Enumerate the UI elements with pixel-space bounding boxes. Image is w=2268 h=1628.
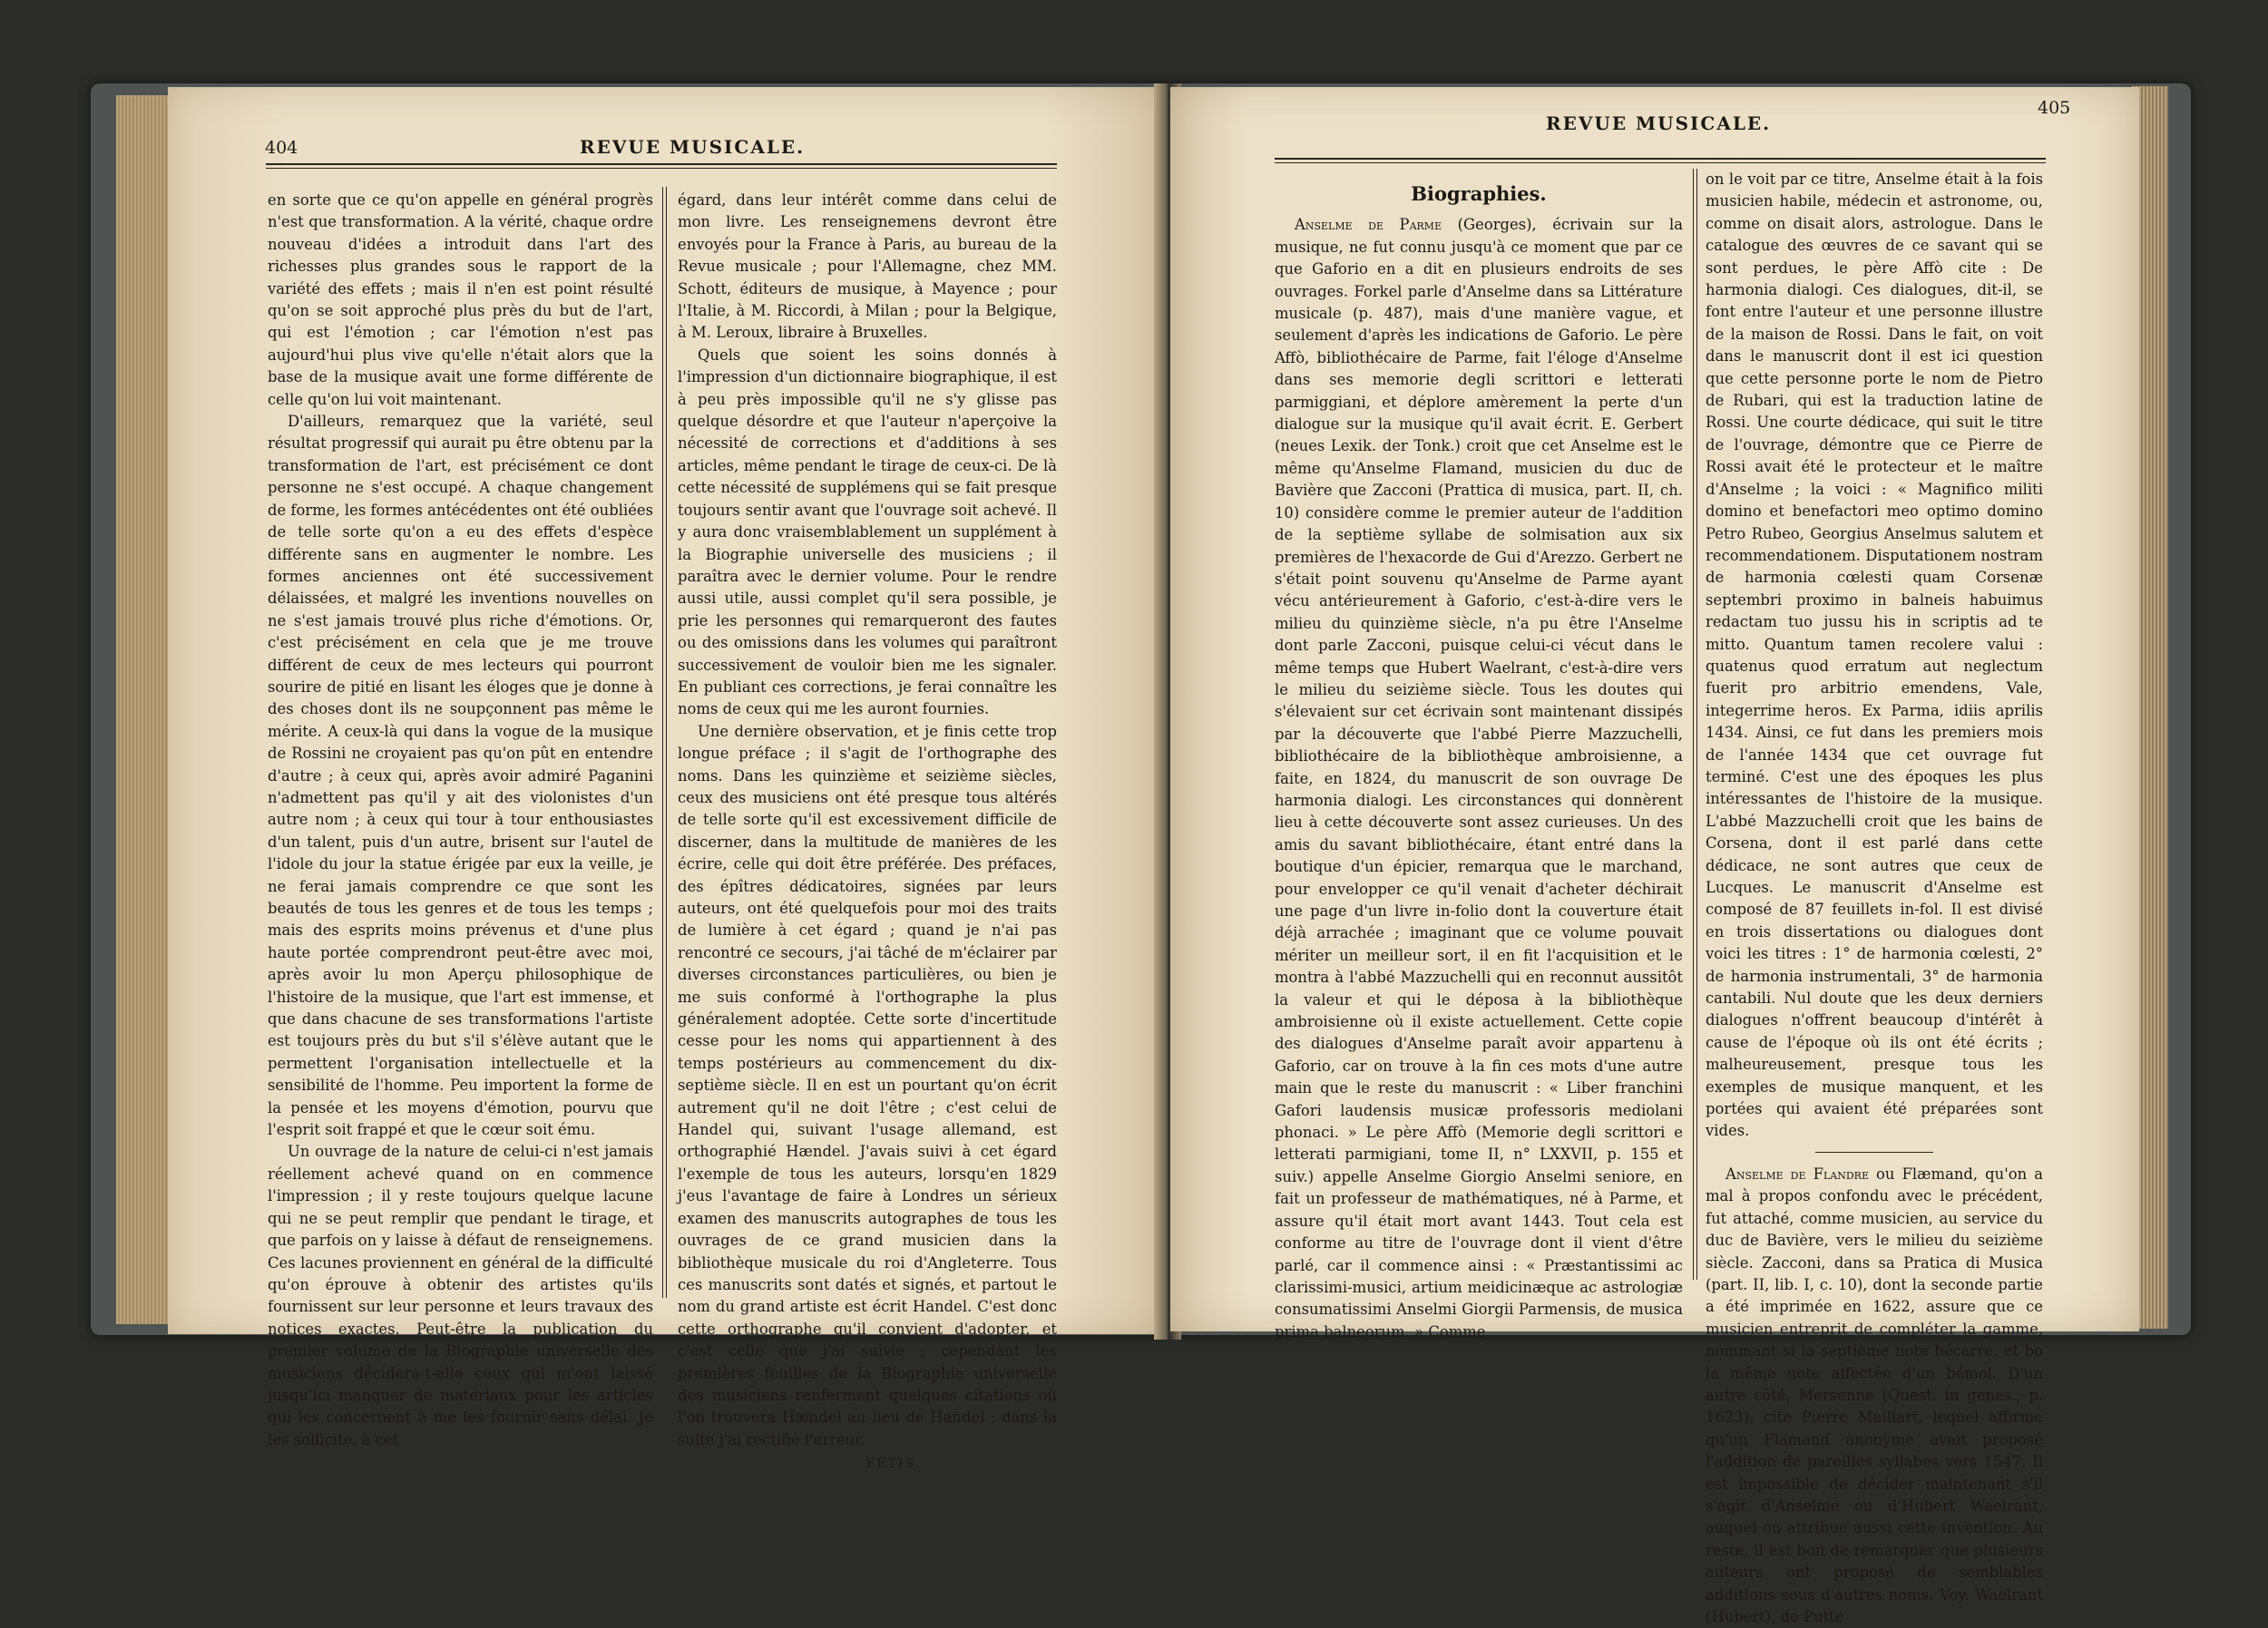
right-column-2: [1706, 169, 2043, 1628]
left-page-number: 404: [265, 138, 298, 158]
left-page: [168, 87, 1166, 1472]
left-column-divider: [662, 187, 667, 1298]
section-title: Biographies.: [1411, 182, 1547, 205]
right-page: [1170, 87, 2139, 1625]
paragraph: Un ouvrage de la nature de celui-ci n'est jamais réellement achevé quand on en commence l'impression ; il y reste toujours quelque lacune qui ne se peut remplir que pendant le tirage, et que parfois on y laisse à défaut de renseignemens. Ces lacunes proviennent en général de la difficulté qu'on éprouve à obtenir des artistes qu'ils fournissent sur leur personne et leurs travaux des notices exactes. Peut-être la publication du premier volume de la Biographie universelle des musiciens décidera-t-elle ceux qui m'ont laissé jusqu'ici manquer de matériaux pour les articles qui les concernent à me les fournir sans délai. Je les sollicite, à cet: [268, 1143, 653, 1448]
right-column-divider: [1693, 169, 1697, 1280]
entry-name: Anselme de Flandre: [1725, 1165, 1869, 1183]
paragraph: D'ailleurs, remarquez que la variété, seul résultat progressif qui aurait pu être obtenu par la transformation de l'art, est précisément ce dont personne ne s'est occupé. A chaque changement de forme, les formes antécédentes ont été oubliées de telle sorte qu'on a eu des effets d'espèce différente sans en augmenter le nombre. Les formes anciennes ont été successivement délaissées, et malgré les inventions nouvelles on ne s'est jamais trouvé plus riche d'émotions. Or, c'est précisément en cela que je me trouve différent de ceux de mes lecteurs qui pourront sourire de pitié en lisant les éloges que je donne à des choses dont ils ne soupçonnent pas même le mérite. A ceux-là qui dans la vogue de la musique de Rossini ne croyaient pas qu'on pût en entendre d'autre ; à ceux qui, après avoir admiré Paganini n'admettent pas qu'il y ait des violonistes d'un autre nom ; à ceux qui tour à tour enthousiastes d'un talent, puis d'un autre, brisent sur l'autel de l'idole du jour la statue érigée par eux la veille, je ne ferai jamais comprendre ce que sont les beautés de tous les genres et de tous les temps ; mais des esprits moins prévenus et d'une plus haute portée comprendront peut-être avec moi, après avoir lu mon Aperçu philosophique de l'histoire de la musique, que l'art est immense, et que dans chacune de ses transformations l'artiste est toujours près du but s'il s'élève autant que le permettent l'organisation intellectuelle et la sensibilité de l'homme. Peu importent la forme de la pensée et les moyens d'émotion, pourvu que l'esprit soit frappé et que le cœur soit ému.: [268, 413, 653, 1139]
left-column-2: [678, 190, 1057, 1476]
author-signature: FÉTIS.: [865, 1457, 921, 1472]
right-column-1: [1275, 178, 1683, 1343]
left-header-rule: [266, 163, 1057, 169]
left-column-1: [268, 190, 653, 1451]
paragraph: Une dernière observation, et je finis cette trop longue préface ; il s'agit de l'orthographe des noms. Dans les quinzième et seizième siècles, ceux des musiciens ont été presque tous altérés de telle sorte qu'il est excessivement difficile de discerner, dans la multitude de manières de les écrire, celle qui doit être préférée. Des préfaces, des épîtres dédicatoires, signées par leurs auteurs, ont été quelquefois pour moi des traits de lumière à cet égard ; quand je n'ai pas rencontré ce secours, j'ai tâché de m'éclairer par diverses circonstances particulières, ou bien je me suis conformé à l'orthographe la plus généralement adoptée. Cette sorte d'incertitude cesse pour les noms qui appartiennent à des temps postérieurs au commencement du dix-septième siècle. Il en est un pourtant qu'on écrit autrement qu'il ne doit l'être ; c'est celui de Handel qui, suivant l'usage allemand, est orthographié Hændel. J'avais suivi à cet égard l'exemple de tous les auteurs, lorsqu'en 1829 j'eus l'avantage de faire à Londres un sérieux examen des manuscrits autographes de tous les ouvrages de ce grand musicien dans la bibliothèque musicale du roi d'Angleterre. Tous ces manuscrits sont datés et signés, et partout le nom du grand artiste est écrit Handel. C'est donc cette orthographe qu'il convient d'adopter, et c'est celle que j'ai suivie ; cependant les premières feuilles de la Biographie universelle des musiciens renferment quelques citations où l'on trouvera Hændel au lieu de Handel ; dans la suite j'ai rectifié l'erreur.: [678, 722, 1057, 1448]
entry-name: Anselme de Parme: [1295, 216, 1442, 234]
right-running-header: REVUE MUSICALE.: [1546, 112, 1772, 134]
paragraph: égard, dans leur intérêt comme dans celui de mon livre. Les renseignemens devront être envoyés pour la France à Paris, au bureau de la Revue musicale ; pour l'Allemagne, chez MM. Schott, éditeurs de musique, à Mayence ; pour l'Italie, à M. Riccordi, à Milan ; pour la Belgique, à M. Leroux, libraire à Bruxelles.: [678, 191, 1057, 342]
right-header-rule: [1275, 158, 2046, 163]
paragraph: Quels que soient les soins donnés à l'impression d'un dictionnaire biographique, il est à peu près impossible qu'il ne s'y glisse pas quelque désordre et que l'auteur n'aperçoive la nécessité de corrections et d'additions à ses articles, même pendant le tirage de ceux-ci. De là cette nécessité de supplémens qui se fait presque toujours sentir avant que l'ouvrage soit achevé. Il y aura donc vraisemblablement un supplément à la Biographie universelle des musiciens ; il paraîtra avec le dernier volume. Pour le rendre aussi utile, aussi complet qu'il sera possible, je prie les personnes qui remarqueront des fautes ou des omissions dans les volumes qui paraîtront successivement de vouloir bien me les signaler. En publiant ces corrections, je ferai connaître les noms de ceux qui me les auront fournies.: [678, 346, 1057, 718]
paragraph: ou Flæmand, qu'on a mal à propos confondu avec le précédent, fut attaché, comme musicien, au service du duc de Bavière, vers le milieu du seizième siècle. Zacconi, dans sa Pratica di Musica (part. II, lib. I, c. 10), dont la seconde partie a été imprimée en 1622, assure que ce musicien entreprit de compléter la gamme, nommant si la septième note bécarre, et bo la même note affectée d'un bémol. D'un autre côté, Mersenne (Quest. in genes., p. 1623), cite Pierre Maillart, lequel affirme qu'un Flamand anonyme avait proposé l'addition de pareilles syllabes vers 1547. Il est impossible de décider maintenant s'il s'agit d'Anselme ou d'Hubert Waelrant, auquel on attribue aussi cette invention. Au reste, il est bon de remarquer que plusieurs auteurs ont proposé de semblables additions sous d'autres noms. Voy. Waelrant (Hubert), de Putte: [1706, 1165, 2043, 1625]
right-page-number: 405: [2038, 98, 2071, 118]
left-running-header: REVUE MUSICALE.: [580, 136, 806, 158]
page-edges-left: [116, 95, 172, 1324]
entry-separator: [1815, 1152, 1933, 1153]
paragraph: (Georges), écrivain sur la musique, ne fut connu jusqu'à ce moment que par ce que Gaforio en a dit en plusieurs endroits de ses ouvrages. Forkel parle d'Anselme dans sa Littérature musicale (p. 487), mais d'une manière vague, et seulement d'après les indications de Gaforio. Le père Affò, bibliothécaire de Parme, fait l'éloge d'Anselme dans ses memorie degli scrittori e letterati parmiggiani, et déplore amèrement la perte d'un dialogue sur la musique qu'il avait écrit. E. Gerbert (neues Lexik. der Tonk.) croit que cet Anselme est le même qu'Anselme Flamand, musicien du duc de Bavière que Zacconi (Prattica di musica, part. II, ch. 10) considère comme le premier auteur de l'addition de la septième syllabe de solmisation aux six premières de l'hexacorde de Gui d'Arezzo. Gerbert ne s'était point souvenu qu'Anselme de Parme ayant vécu antérieurement à Gaforio, c'est-à-dire vers le milieu du quinzième siècle, n'a pu être l'Anselme dont parle Zacconi, puisque celui-ci vécut dans le même temps que Hubert Waelrant, c'est-à-dire vers le milieu du seizième siècle. Tous les doutes qui s'élevaient sur cet écrivain sont maintenant dissipés par la découverte que l'abbé Pierre Mazzuchelli, bibliothécaire de la bibliothèque ambroisienne, a faite, en 1824, du manuscrit de son ouvrage De harmonia dialogi. Les circonstances qui donnèrent lieu à cette découverte sont assez curieuses. Un des amis du savant bibliothécaire, étant entré dans la boutique d'un épicier, remarqua que le marchand, pour envelopper ce qu'il venait d'acheter déchirait une page d'un livre in-folio dont la couverture était déjà arrachée ; imaginant que ce volume pouvait mériter un meilleur sort, il en fit l'acquisition et le montra à l'abbé Mazzuchelli qui en reconnut aussitôt la valeur et qui le déposa à la bibliothèque ambroisienne où il existe actuellement. Cette copie des dialogues d'Anselme paraît avoir appartenu à Gaforio, car on trouve à la fin ces mots d'une autre main que le reste du manuscrit : « Liber franchini Gafori laudensis musicæ professoris mediolani phonaci. » Le père Affò (Memorie degli scrittori e letterati parmigiani, tome II, n° LXXVII, p. 155 et suiv.) appelle Anselme Giorgio Anselmi seniore, en fait un professeur de mathématiques, né à Parme, et assure qu'il était mort avant 1443. Tout cela est conforme au titre de l'ouvrage dont il vient d'être parlé, car il commence ainsi : « Præstantissimi ac clarissimi-musici, artium meidicinæque ac astrologiæ consumatissimi Anselmi Giorgii Parmensis, de musica prima balneorum. » Comme: [1275, 216, 1683, 1340]
paragraph: on le voit par ce titre, Anselme était à la fois musicien habile, médecin et astronome, ou, comme on disait alors, astrologue. Dans le catalogue des œuvres de ce savant qui se sont perdues, le père Affò cite : De harmonia dialogi. Ces dialogues, dit-il, se font entre l'auteur et une personne illustre de la maison de Rossi. Dans le fait, on voit dans le manuscrit dont il est ici question que cette personne porte le nom de Pietro de Rubari, qui est la traduction latine de Rossi. Une courte dédicace, qui suit le titre de l'ouvrage, démontre que ce Pierre de Rossi avait été le protecteur et le maître d'Anselme ; la voici : « Magnifico militi domino et benefactori meo optimo domino Petro Rubeo, Georgius Anselmus salutem et recommendationem. Disputationem nostram de harmonia cœlesti quam Corsenæ septembri proximo in balneis habuimus redactam tuo jussu his in scriptis ad te mitto. Quantum tamen recolere valui : quatenus quod erratum aut neglectum fuerit pro arbitrio emendens, Vale, integerrime heros. Ex Parma, idiis aprilis 1434. Ainsi, ce fut dans les premiers mois de l'année 1434 que cet ouvrage fut terminé. C'est une des époques les plus intéressantes de l'histoire de la musique. L'abbé Mazzuchelli croit que les bains de Corsena, dont il est parlé dans cette dédicace, ne sont autres que ceux de Lucques. Le manuscrit d'Anselme est composé de 87 feuillets in-fol. Il est divisé en trois dissertations ou dialogues dont voici les titres : 1° de harmonia cœlesti, 2° de harmonia instrumentali, 3° de harmonia cantabili. Nul doute que les deux derniers dialogues n'offrent beaucoup d'intérêt à cause de l'époque où ils ont été écrits ; malheureusement, presque tous les exemples de musique manquent, et les portées qui avaient été préparées sont vides.: [1706, 171, 2043, 1140]
paragraph: en sorte que ce qu'on appelle en général progrès n'est que transformation. A la vérité, chaque ordre nouveau d'idées a introduit dans l'art des richesses plus grandes sous le rapport de la variété des effets ; mais il n'en est point résulté qu'on se soit approché plus près du but de l'art, qui est l'émotion ; car l'émotion n'est pas aujourd'hui plus vive qu'elle n'était alors que la base de la musique avait une forme différente de celle qu'on lui voit maintenant.: [268, 191, 653, 408]
